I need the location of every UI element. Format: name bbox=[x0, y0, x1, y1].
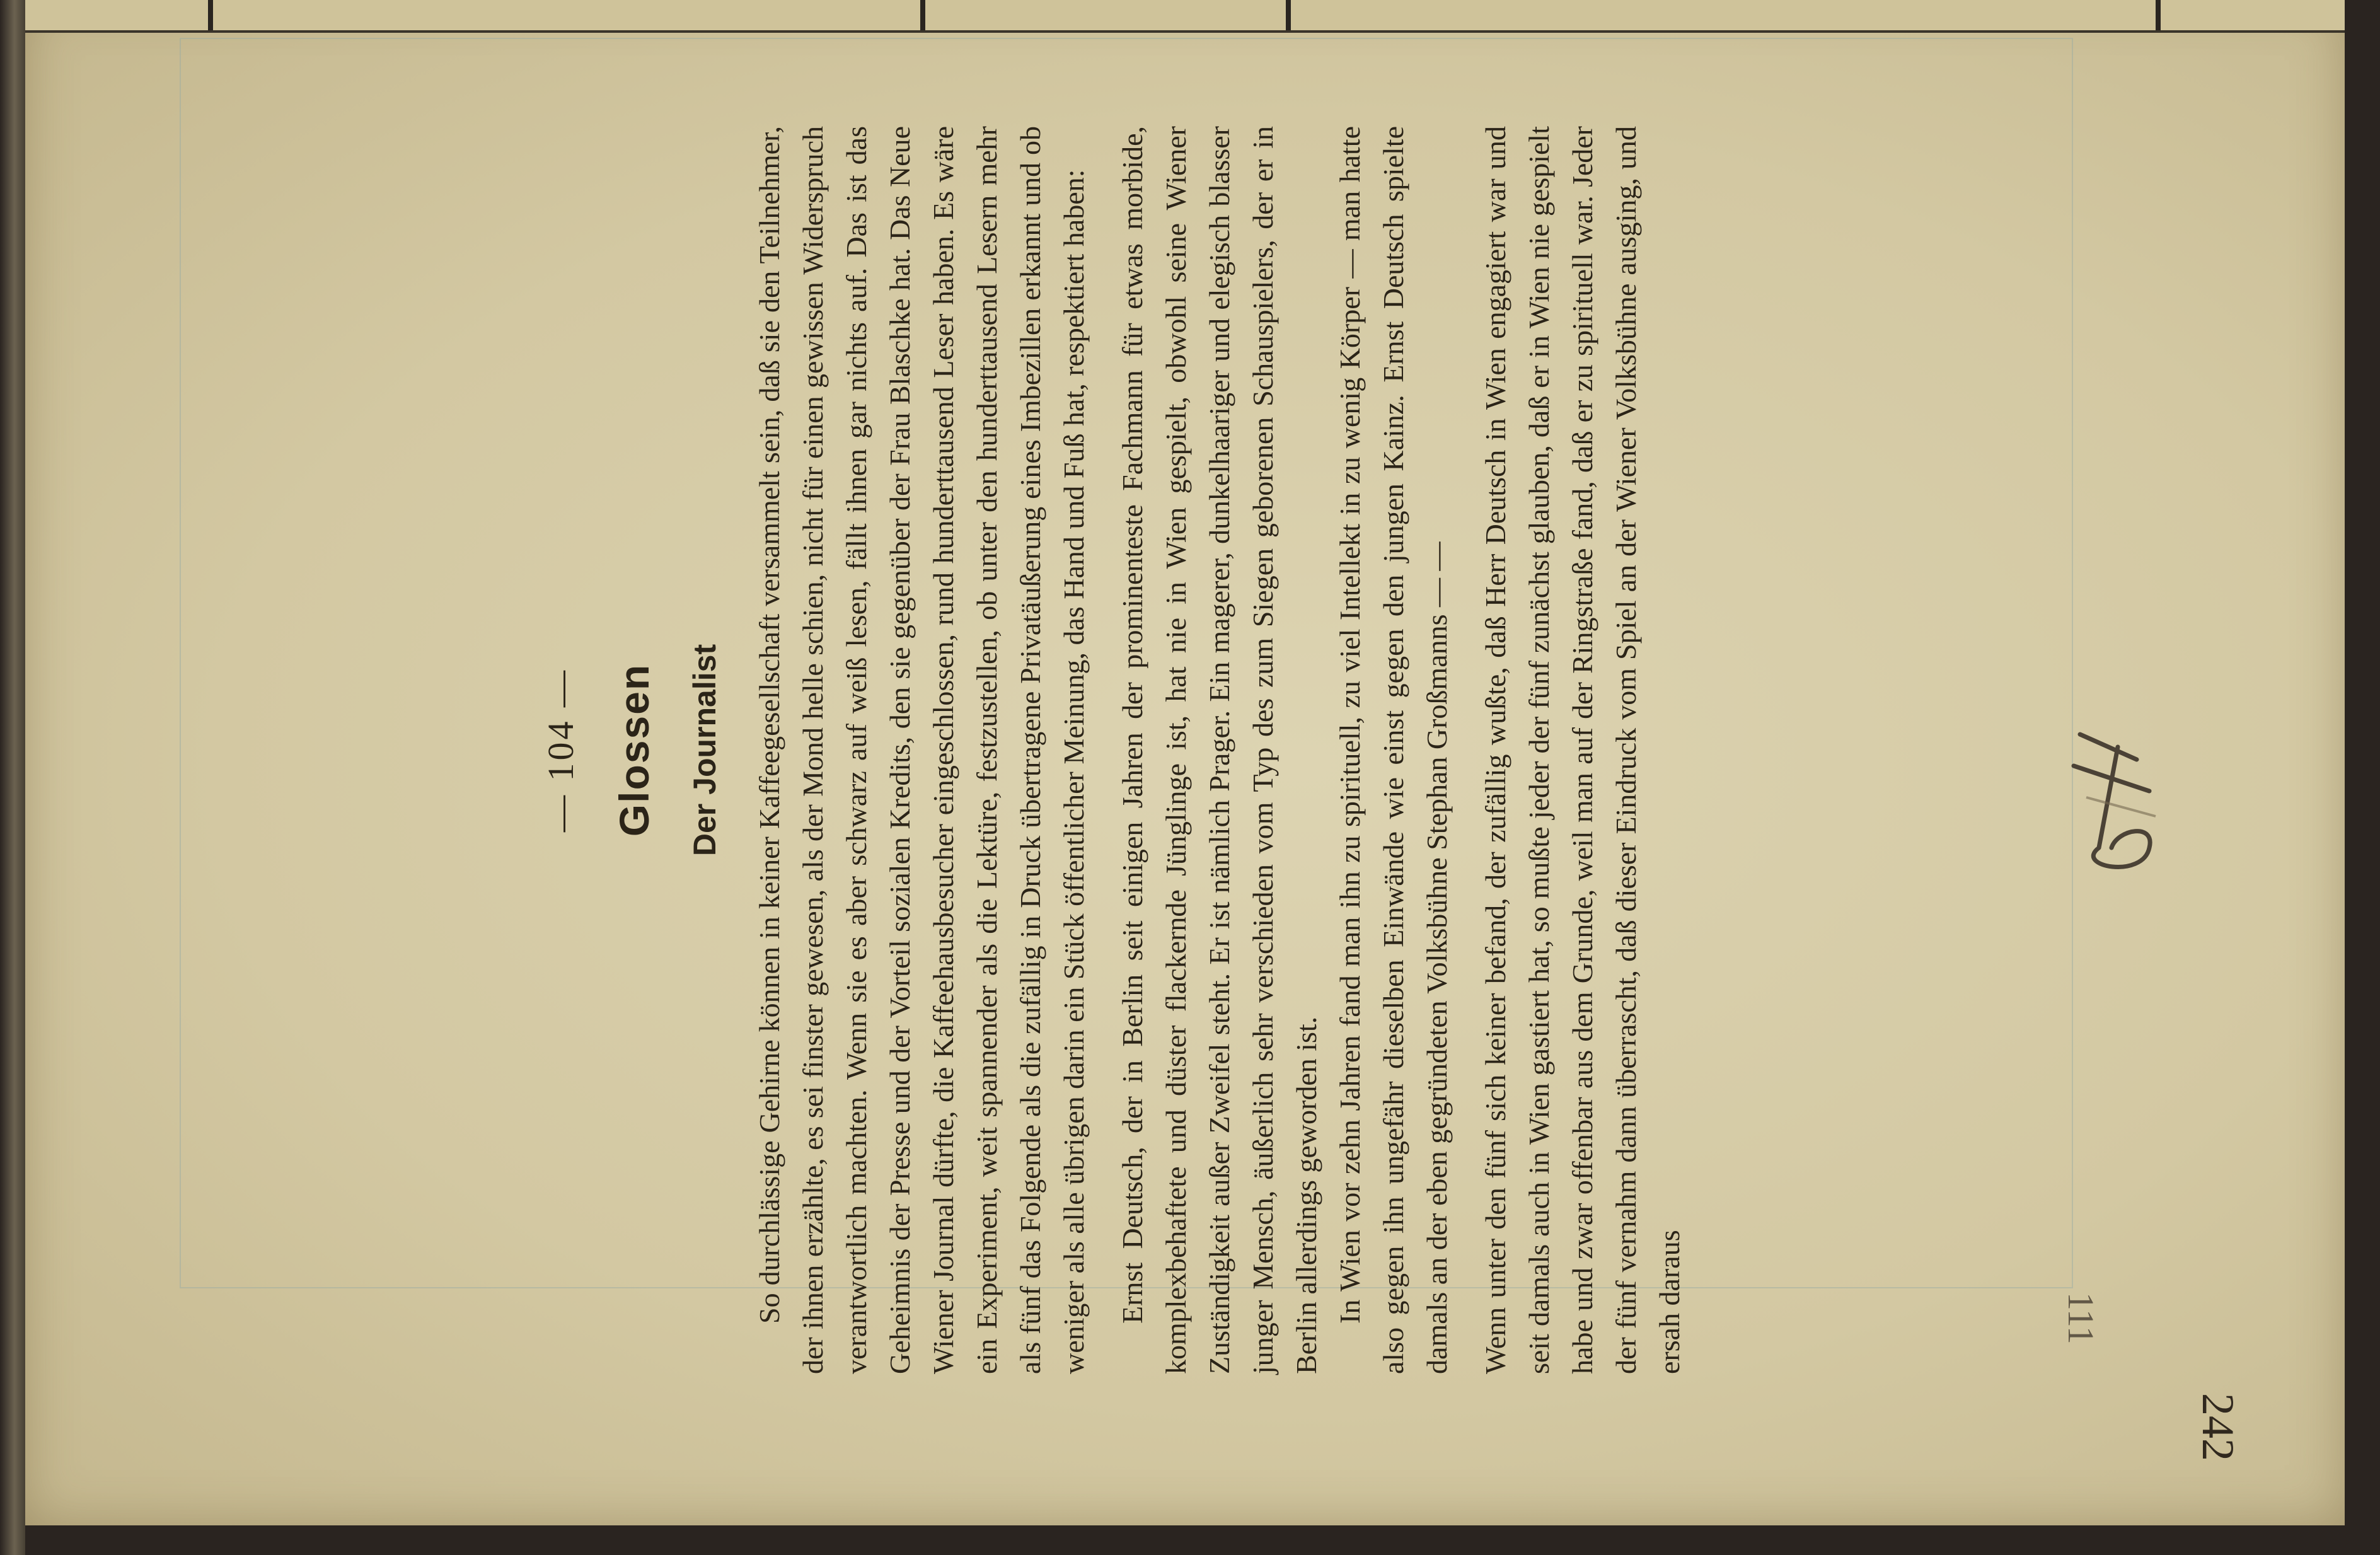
paragraph: So durchlässige Gehirne können in keiner Kaffeegesellschaft versammelt sein, daß sie den Teilnehmer, der ihnen erzählte, es sei finster gewesen, als der Mond helle schien, nicht für einen gewissen Widerspruch verantwortlich machten. Wenn sie es aber schwarz auf weiß lesen, fällt ihnen gar nichts auf. Das ist das Geheimnis der Presse und der Vorteil sozialen Kredits, den sie gegenüber der Frau Blaschke hat. Das Neue Wiener Journal dürfte, die Kaffeehausbesucher eingeschlossen, rund hunderttausend Leser haben. Es wäre ein Experiment, weit spannender als die Lektüre, festzustellen, ob unter den hunderttausend Lesern mehr als fünf das Folgende als die zufällig in Druck übertragene Privatäußerung eines Imbezillen erkannt und ob weniger als alle übrigen darin ein Stück öffentlicher Meinung, das Hand und Fuß hat, respektiert haben: bbox=[753, 126, 1090, 1374]
section-title: Glossen bbox=[611, 663, 657, 837]
binding-mark bbox=[920, 0, 925, 30]
handwritten-mark bbox=[2061, 722, 2168, 886]
bottom-edge bbox=[25, 1525, 2380, 1555]
right-edge bbox=[2345, 0, 2380, 1555]
page-number: — 104 — bbox=[540, 668, 581, 832]
rotated-text-block bbox=[536, 126, 1859, 1374]
article-title: Der Journalist bbox=[687, 644, 722, 857]
paragraph: Ernst Deutsch, der in Berlin seit einigen Jahren der prominenteste Fachmann für etwas morbide, komplexbehaftete und düster flackernde Jünglinge ist, hat nie in Wien gespielt, obwohl seine Wiener Zuständigkeit außer Zweifel steht. Er ist nämlich Prager. Ein magerer, dunkelhaariger und elegisch blasser junger Mensch, äußerlich sehr verschieden vom Typ des zum Siegen geborenen Schauspielers, der er in Berlin allerdings geworden ist. bbox=[1116, 126, 1322, 1374]
binding-mark bbox=[2156, 0, 2161, 30]
handwritten-side-number: 111 bbox=[2060, 1292, 2101, 1344]
paragraph: In Wien vor zehn Jahren fand man ihn zu spirituell, zu viel Intellekt in zu wenig Körper — man hatte also gegen ihn ungefähr dieselben Einwände wie einst gegen den jungen Kainz. Ernst Deutsch spielte damals an der eben gegründeten Volksbühne Stephan Großmanns — — bbox=[1334, 126, 1453, 1374]
handwritten-folio-number: 242 bbox=[2193, 1393, 2243, 1461]
binding-mark bbox=[1286, 0, 1291, 30]
paragraph: Wenn unter den fünf sich keiner befand, der zufällig wußte, daß Herr Deutsch in Wien engagiert war und seit damals auch in Wien gastiert hat, so mußte jeder der fünf zunächst glauben, daß er in Wien nie gespielt habe und zwar offenbar aus dem Grunde, weil man auf der Ringstraße fand, daß er zu spirituell war. Jeder der fünf vernahm dann überrascht, daß dieser Eindruck vom Spiel an der Wiener Volksbühne ausging, und ersah daraus bbox=[1479, 126, 1685, 1374]
binding-mark bbox=[208, 0, 213, 30]
text-column bbox=[536, 126, 1859, 1374]
top-binding-strip bbox=[25, 0, 2345, 33]
